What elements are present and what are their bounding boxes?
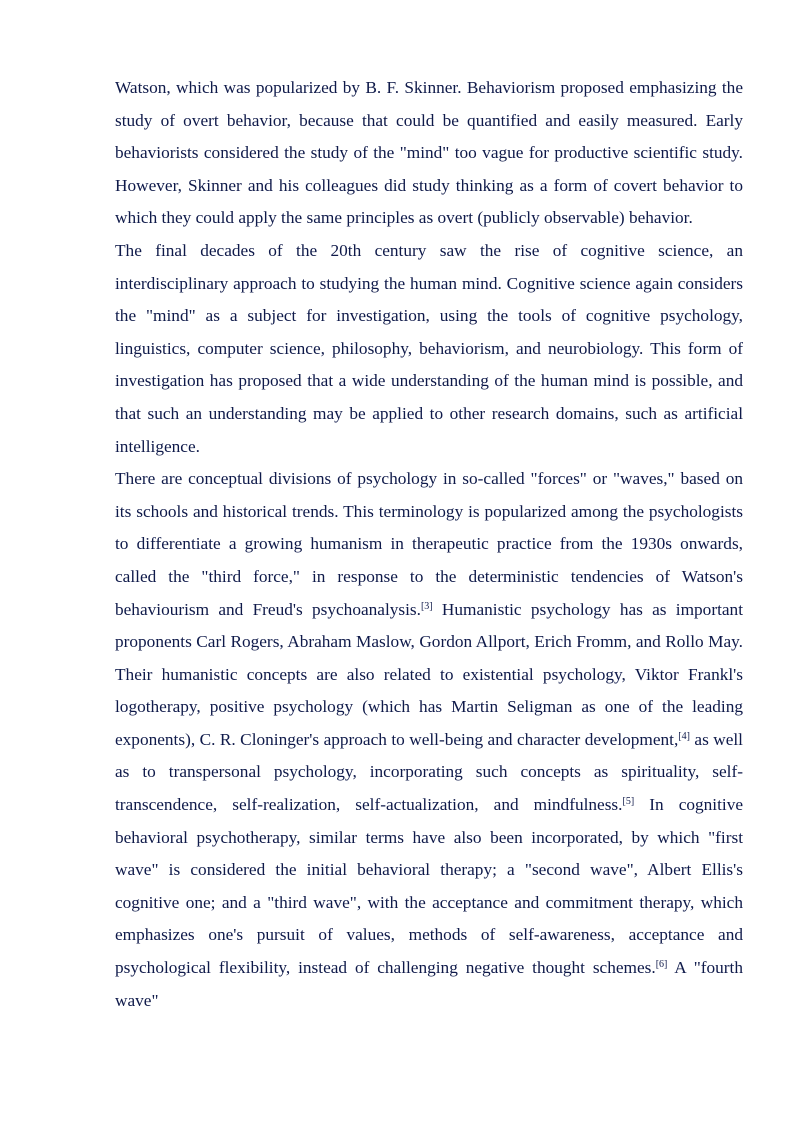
body-text — [115, 72, 743, 1017]
paragraph-text: as well as to transpersonal psychology, incorporating such concepts as spirituality, self-transcendence, self-realization, self-actualization, and mindfulness. — [115, 729, 743, 815]
citation-ref[interactable]: [3] — [420, 600, 433, 612]
paragraph-text: A "fourth wave" — [115, 958, 744, 1010]
paragraph-text: In cognitive behavioral psychotherapy, similar terms have also been incorporated, by which "first wave" is considered the initial behavioral therapy; a "second wave", Albert Ellis's cognitive one; and a "third wave", with the acceptance and commitment therapy, which emphasizes one's pursuit of values, methods of self-awareness, acceptance and psychological flexibility, instead of challenging negative thought schemes. — [115, 795, 743, 978]
paragraph-forces-waves — [115, 463, 743, 1017]
paragraph-cognitive-science — [115, 235, 743, 463]
paragraph-behaviorism — [115, 72, 743, 235]
paragraph-text: The final decades of the 20th century saw the rise of cognitive science, an interdisciplinary approach to studying the human mind. Cognitive science again considers the "mind" as a subject for investigation, using the tools of cognitive psychology, linguistics, computer science, philosophy, behaviorism, and neurobiology. This form of investigation has proposed that a wide understanding of the human mind is possible, and that such an understanding may be applied to other research domains, such as artificial intelligence. — [115, 240, 743, 456]
citation-ref[interactable]: [5] — [622, 796, 635, 808]
paragraph-text: There are conceptual divisions of psychology in so-called "forces" or "waves," based on its schools and historical trends. This terminology is popularized among the psychologists to differentiate a growing humanism in therapeutic practice from the 1930s onwards, called the "third force," in response to the deterministic tendencies of Watson's behaviourism and Freud's psychoanalysis. — [115, 469, 743, 619]
paragraph-text: Watson, which was popularized by B. F. Skinner. Behaviorism proposed emphasizing the study of overt behavior, because that could be quantified and easily measured. Early behaviorists considered the study of the "mind" too vague for productive scientific study. However, Skinner and his colleagues did study thinking as a form of covert behavior to which they could apply the same principles as overt (publicly observable) behavior. — [115, 78, 743, 228]
paragraph-text: Humanistic psychology has as important proponents Carl Rogers, Abraham Maslow, Gordon Allport, Erich Fromm, and Rollo May. Their humanistic concepts are also related to existential psychology, Viktor Frankl's logotherapy, positive psychology (which has Martin Seligman as one of the leading exponents), C. R. Cloninger's approach to well-being and character development, — [115, 599, 743, 749]
citation-ref[interactable]: [6] — [655, 959, 668, 971]
citation-ref[interactable]: [4] — [678, 730, 690, 742]
